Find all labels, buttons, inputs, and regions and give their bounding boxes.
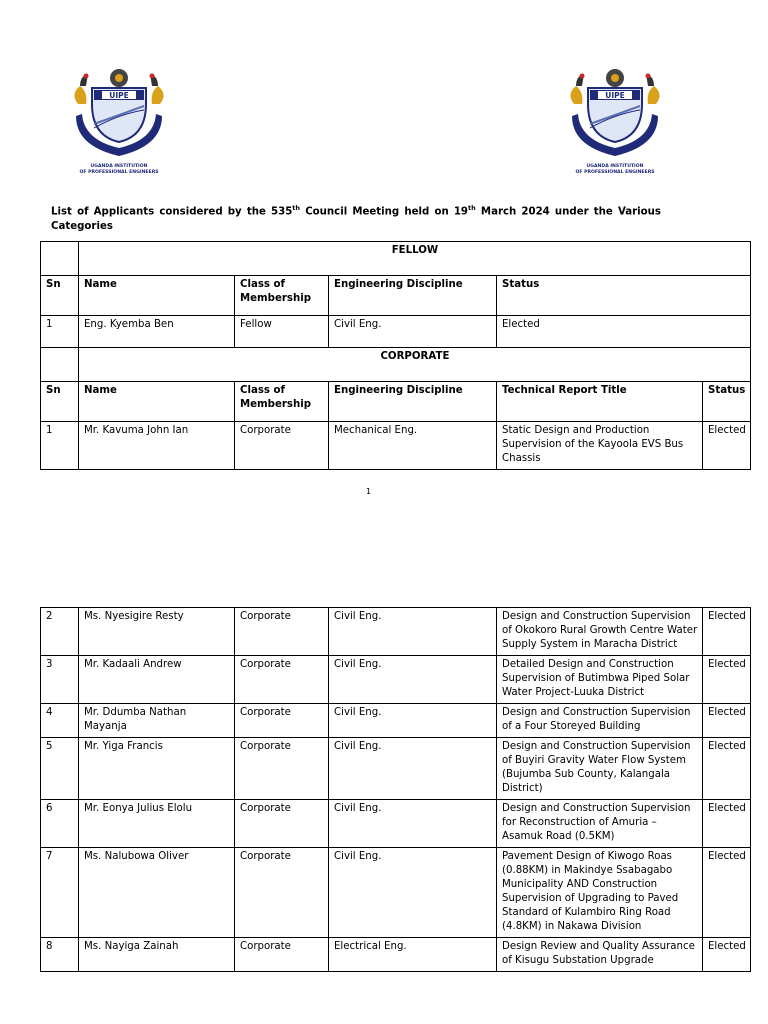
cell-report-title: Design and Construction Supervision of Buyiri Gravity Water Flow System (Bujumba Sub County, Kalangala District) — [497, 738, 703, 800]
cell-report-title: Design Review and Quality Assurance of Kisugu Substation Upgrade — [497, 938, 703, 972]
cell-status: Elected — [703, 848, 751, 938]
table-row — [41, 800, 751, 848]
table-cell — [41, 242, 79, 276]
cell-discipline: Civil Eng. — [329, 608, 497, 656]
cell-status: Elected — [703, 704, 751, 738]
heading-part2: Council Meeting held on 19 — [300, 206, 469, 218]
header-cell-report-title: Technical Report Title — [497, 382, 703, 422]
cell-discipline: Mechanical Eng. — [329, 422, 497, 470]
logo-caption-line2-left: OF PROFESSIONAL ENGINEERS — [79, 170, 159, 175]
cell-status: Elected — [703, 422, 751, 470]
cell-name: Mr. Ddumba Nathan Mayanja — [79, 704, 235, 738]
cell-class: Corporate — [235, 656, 329, 704]
cell-name: Mr. Eonya Julius Elolu — [79, 800, 235, 848]
header-cell-discipline: Engineering Discipline — [329, 382, 497, 422]
header-cell-discipline: Engineering Discipline — [329, 276, 497, 316]
uipe-emblem — [64, 64, 174, 164]
corporate-header-row — [41, 382, 751, 422]
cell-name: Eng. Kyemba Ben — [79, 316, 235, 348]
cell-class: Corporate — [235, 738, 329, 800]
cell-report-title: Design and Construction Supervision of Okokoro Rural Growth Centre Water Supply System in Maracha District — [497, 608, 703, 656]
cell-report-title: Detailed Design and Construction Supervision of Butimbwa Piped Solar Water Project-Luuka District — [497, 656, 703, 704]
heading-sup1: th — [292, 204, 301, 212]
table-row — [41, 848, 751, 938]
cell-sn: 1 — [41, 316, 79, 348]
table-row — [41, 704, 751, 738]
table-row — [41, 656, 751, 704]
cell-status: Elected — [703, 938, 751, 972]
cell-sn: 2 — [41, 608, 79, 656]
logo-acronym-left: UIPE — [109, 91, 129, 100]
table-row — [41, 738, 751, 800]
corporate-category-label: CORPORATE — [79, 348, 751, 382]
header-cell-status: Status — [703, 382, 751, 422]
logo-caption-line2-right: OF PROFESSIONAL ENGINEERS — [575, 170, 655, 175]
document-heading — [51, 201, 691, 234]
cell-sn: 3 — [41, 656, 79, 704]
cell-name: Ms. Nalubowa Oliver — [79, 848, 235, 938]
cell-class: Corporate — [235, 704, 329, 738]
cell-name: Ms. Nayiga Zainah — [79, 938, 235, 972]
cell-report-title: Pavement Design of Kiwogo Roas (0.88KM) in Makindye Ssabagabo Municipality AND Construction Supervision of Upgrading to Paved Standard of Kulambiro Ring Road (4.8KM) in Nakawa Division — [497, 848, 703, 938]
cell-sn: 8 — [41, 938, 79, 972]
cell-class: Corporate — [235, 848, 329, 938]
header-cell-class: Class of Membership — [235, 276, 329, 316]
cell-report-title: Static Design and Production Supervision of the Kayoola EVS Bus Chassis — [497, 422, 703, 470]
table-row — [41, 608, 751, 656]
logo-caption-line1-left: UGANDA INSTITUTION — [90, 164, 148, 169]
header-cell-status: Status — [497, 276, 751, 316]
header-cell-sn: Sn — [41, 276, 79, 316]
cell-status: Elected — [497, 316, 751, 348]
cell-status: Elected — [703, 800, 751, 848]
cell-report-title: Design and Construction Supervision for Reconstruction of Amuria – Asamuk Road (0.5KM) — [497, 800, 703, 848]
cell-discipline: Civil Eng. — [329, 704, 497, 738]
table-row — [41, 938, 751, 972]
fellow-category-label: FELLOW — [79, 242, 751, 276]
uipe-emblem — [560, 64, 670, 164]
cell-discipline: Civil Eng. — [329, 848, 497, 938]
cell-class: Corporate — [235, 800, 329, 848]
logo-acronym-right: UIPE — [605, 91, 625, 100]
applicants-table-page1 — [40, 241, 751, 470]
cell-sn: 4 — [41, 704, 79, 738]
cell-class: Corporate — [235, 422, 329, 470]
cell-class: Corporate — [235, 608, 329, 656]
cell-discipline: Civil Eng. — [329, 738, 497, 800]
cell-status: Elected — [703, 608, 751, 656]
page-number: 1 — [366, 487, 372, 496]
cell-discipline: Electrical Eng. — [329, 938, 497, 972]
cell-class: Corporate — [235, 938, 329, 972]
cell-status: Elected — [703, 656, 751, 704]
header-cell-sn: Sn — [41, 382, 79, 422]
fellow-header-row — [41, 276, 751, 316]
heading-part1: List of Applicants considered by the 535 — [51, 206, 293, 218]
cell-name: Mr. Yiga Francis — [79, 738, 235, 800]
cell-name: Mr. Kavuma John Ian — [79, 422, 235, 470]
table-row — [41, 422, 751, 470]
cell-name: Ms. Nyesigire Resty — [79, 608, 235, 656]
table-cell — [41, 348, 79, 382]
cell-sn: 1 — [41, 422, 79, 470]
header-cell-class: Class of Membership — [235, 382, 329, 422]
header-cell-name: Name — [79, 276, 235, 316]
uipe-logo-left — [64, 64, 174, 176]
cell-discipline: Civil Eng. — [329, 656, 497, 704]
cell-discipline: Civil Eng. — [329, 316, 497, 348]
table-row — [41, 316, 751, 348]
applicants-table-page2 — [40, 607, 751, 972]
cell-discipline: Civil Eng. — [329, 800, 497, 848]
cell-report-title: Design and Construction Supervision of a Four Storeyed Building — [497, 704, 703, 738]
logo-caption-line1-right: UGANDA INSTITUTION — [586, 164, 644, 169]
uipe-logo-right — [560, 64, 670, 176]
header-cell-name: Name — [79, 382, 235, 422]
cell-sn: 5 — [41, 738, 79, 800]
cell-name: Mr. Kadaali Andrew — [79, 656, 235, 704]
heading-part3: March 2024 under the Various Categories — [51, 206, 661, 233]
cell-class: Fellow — [235, 316, 329, 348]
cell-status: Elected — [703, 738, 751, 800]
cell-sn: 7 — [41, 848, 79, 938]
corporate-category-row — [41, 348, 751, 382]
heading-sup2: th — [468, 204, 476, 212]
cell-sn: 6 — [41, 800, 79, 848]
fellow-category-row — [41, 242, 751, 276]
